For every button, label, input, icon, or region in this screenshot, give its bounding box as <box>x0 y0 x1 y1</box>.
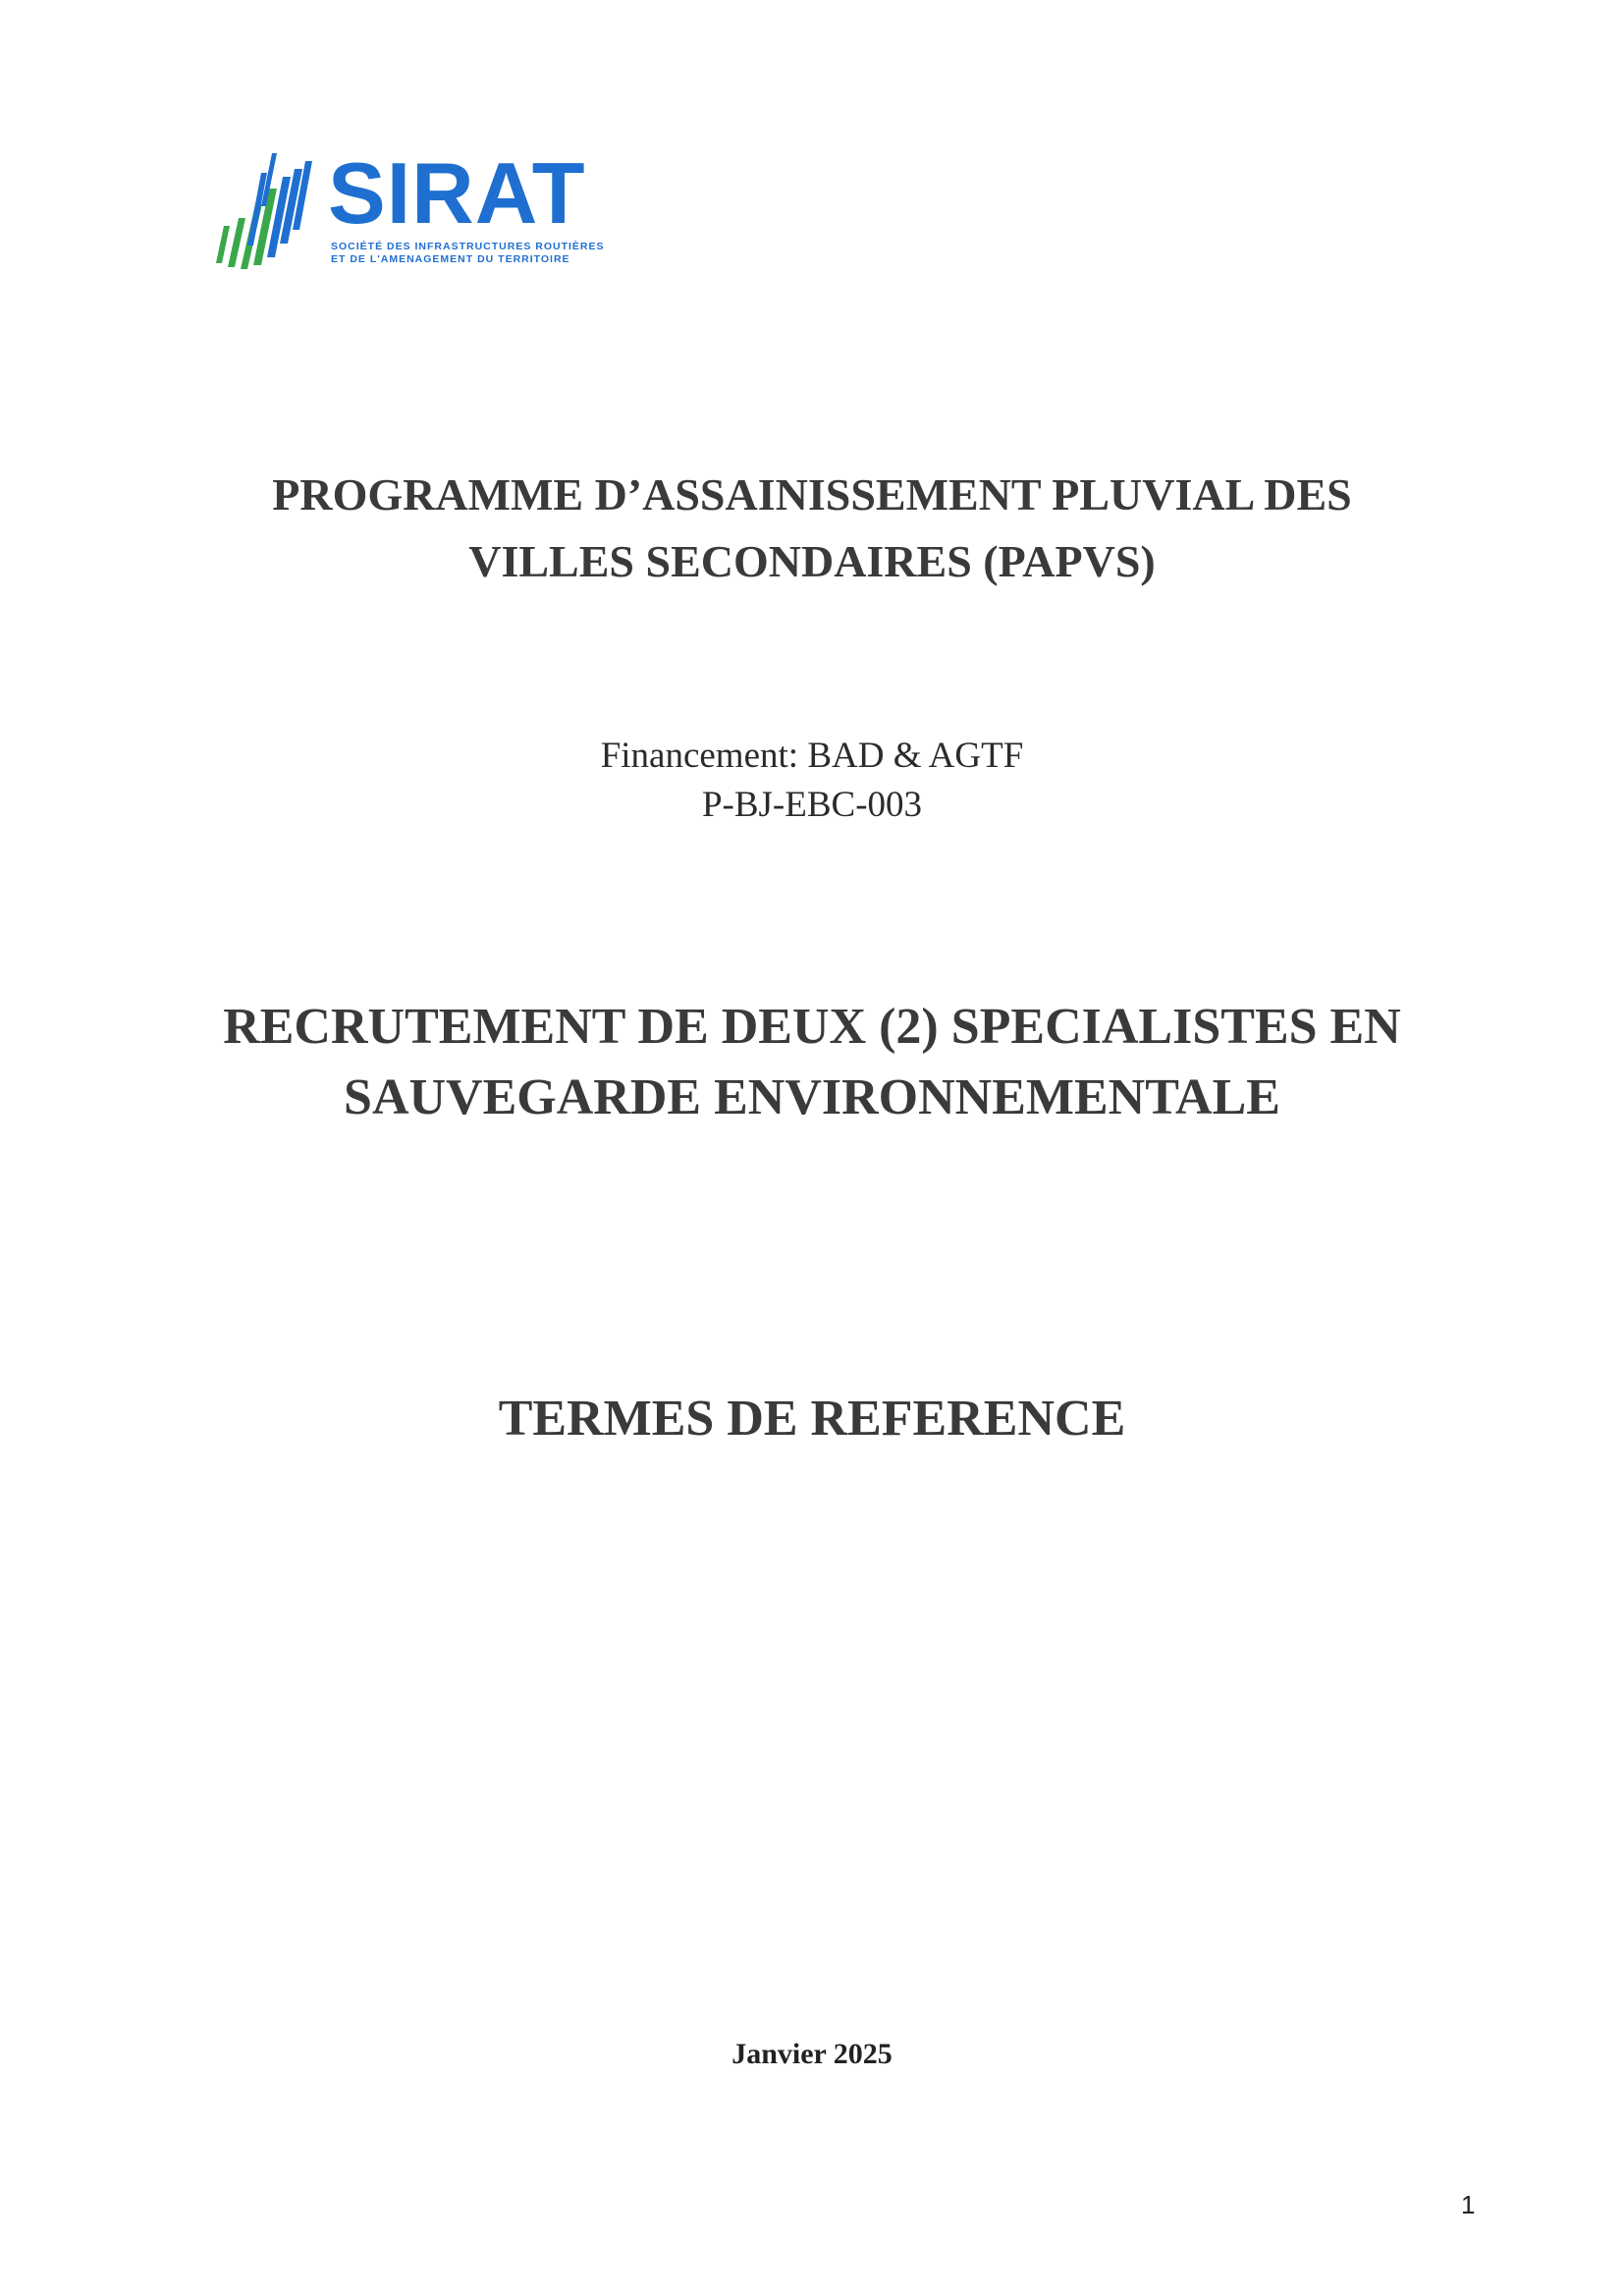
logo-tagline-line1: SOCIÉTÉ DES INFRASTRUCTURES ROUTIÈRES <box>331 241 605 252</box>
logo-wordmark: SIRAT <box>328 144 586 242</box>
page-number: 1 <box>1461 2190 1476 2219</box>
program-title-line1: PROGRAMME D’ASSAINISSEMENT PLUVIAL DES <box>272 469 1352 519</box>
sirat-stripes-icon <box>208 147 316 270</box>
recruitment-title-line1: RECRUTEMENT DE DEUX (2) SPECIALISTES EN <box>223 999 1401 1055</box>
funding-source: Financement: BAD & AGTF <box>600 736 1024 776</box>
document-date: Janvier 2025 <box>731 2038 893 2070</box>
document-subtitle: TERMES DE REFERENCE <box>498 1391 1126 1447</box>
program-title <box>0 462 1624 595</box>
recruitment-title <box>0 992 1624 1133</box>
sirat-logo <box>208 144 621 270</box>
funding-block <box>0 732 1624 830</box>
logo-tagline-line2: ET DE L'AMENAGEMENT DU TERRITOIRE <box>331 253 570 265</box>
program-title-line2: VILLES SECONDAIRES (PAPVS) <box>468 536 1156 586</box>
reference-code: P-BJ-EBC-003 <box>701 785 923 825</box>
recruitment-title-line2: SAUVEGARDE ENVIRONNEMENTALE <box>344 1069 1280 1125</box>
